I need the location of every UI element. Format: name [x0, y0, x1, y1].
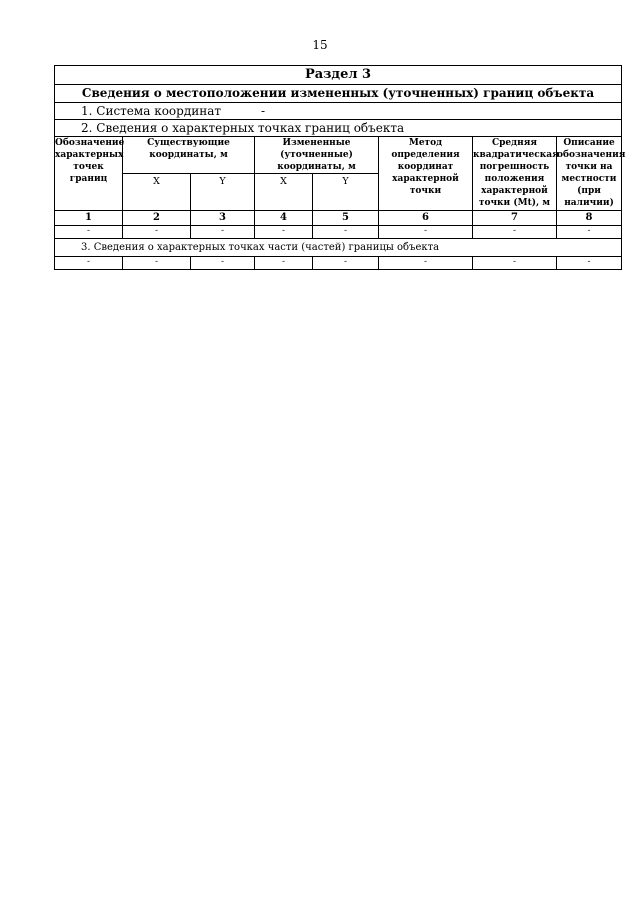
- header-x-existing: X: [123, 174, 191, 211]
- part-points-label: 3. Сведения о характерных точках части (частей) границы объекта: [55, 239, 622, 257]
- column-numbers-row: [55, 211, 622, 226]
- table-cell: -: [55, 226, 123, 239]
- header-y-changed: Y: [313, 174, 379, 211]
- table-cell: -: [191, 257, 255, 270]
- table-cell: -: [255, 226, 313, 239]
- section-title: Раздел 3: [55, 66, 622, 85]
- table-cell: -: [473, 226, 557, 239]
- page-number: 15: [312, 38, 328, 52]
- column-number: 3: [191, 211, 255, 226]
- table-row: [55, 257, 622, 270]
- header-y-existing: Y: [191, 174, 255, 211]
- column-number: 2: [123, 211, 191, 226]
- section-3-table: [54, 65, 626, 270]
- table-cell: -: [473, 257, 557, 270]
- coord-system-value: -: [261, 104, 266, 118]
- table-cell: -: [379, 257, 473, 270]
- table-cell: -: [255, 257, 313, 270]
- table-cell: -: [313, 226, 379, 239]
- column-number: 6: [379, 211, 473, 226]
- header-designation: Обозначение характерных точек границ: [55, 137, 123, 211]
- header-x-changed: X: [255, 174, 313, 211]
- coord-system-label: 1. Система координат: [81, 104, 222, 118]
- table-cell: -: [557, 226, 622, 239]
- table-cell: -: [123, 257, 191, 270]
- header-description: Описание обозначения точки на местности (при наличии): [557, 137, 622, 211]
- column-number: 7: [473, 211, 557, 226]
- header-existing: Существующие координаты, м: [123, 137, 255, 174]
- table-cell: -: [123, 226, 191, 239]
- column-number: 5: [313, 211, 379, 226]
- header-error: Средняя квадратическая погрешность положения характерной точки (Mt), м: [473, 137, 557, 211]
- points-label: 2. Сведения о характерных точках границ объекта: [55, 120, 622, 137]
- column-number: 8: [557, 211, 622, 226]
- table-cell: -: [557, 257, 622, 270]
- table-cell: -: [55, 257, 123, 270]
- column-number: 4: [255, 211, 313, 226]
- table-cell: -: [313, 257, 379, 270]
- table-cell: -: [191, 226, 255, 239]
- header-changed: Измененные (уточненные) координаты, м: [255, 137, 379, 174]
- table-row: [55, 226, 622, 239]
- column-number: 1: [55, 211, 123, 226]
- header-method: Метод определения координат характерной точки: [379, 137, 473, 211]
- section-subtitle: Сведения о местоположении измененных (уточненных) границ объекта: [55, 85, 622, 103]
- coord-system-row: [55, 103, 622, 120]
- table-cell: -: [379, 226, 473, 239]
